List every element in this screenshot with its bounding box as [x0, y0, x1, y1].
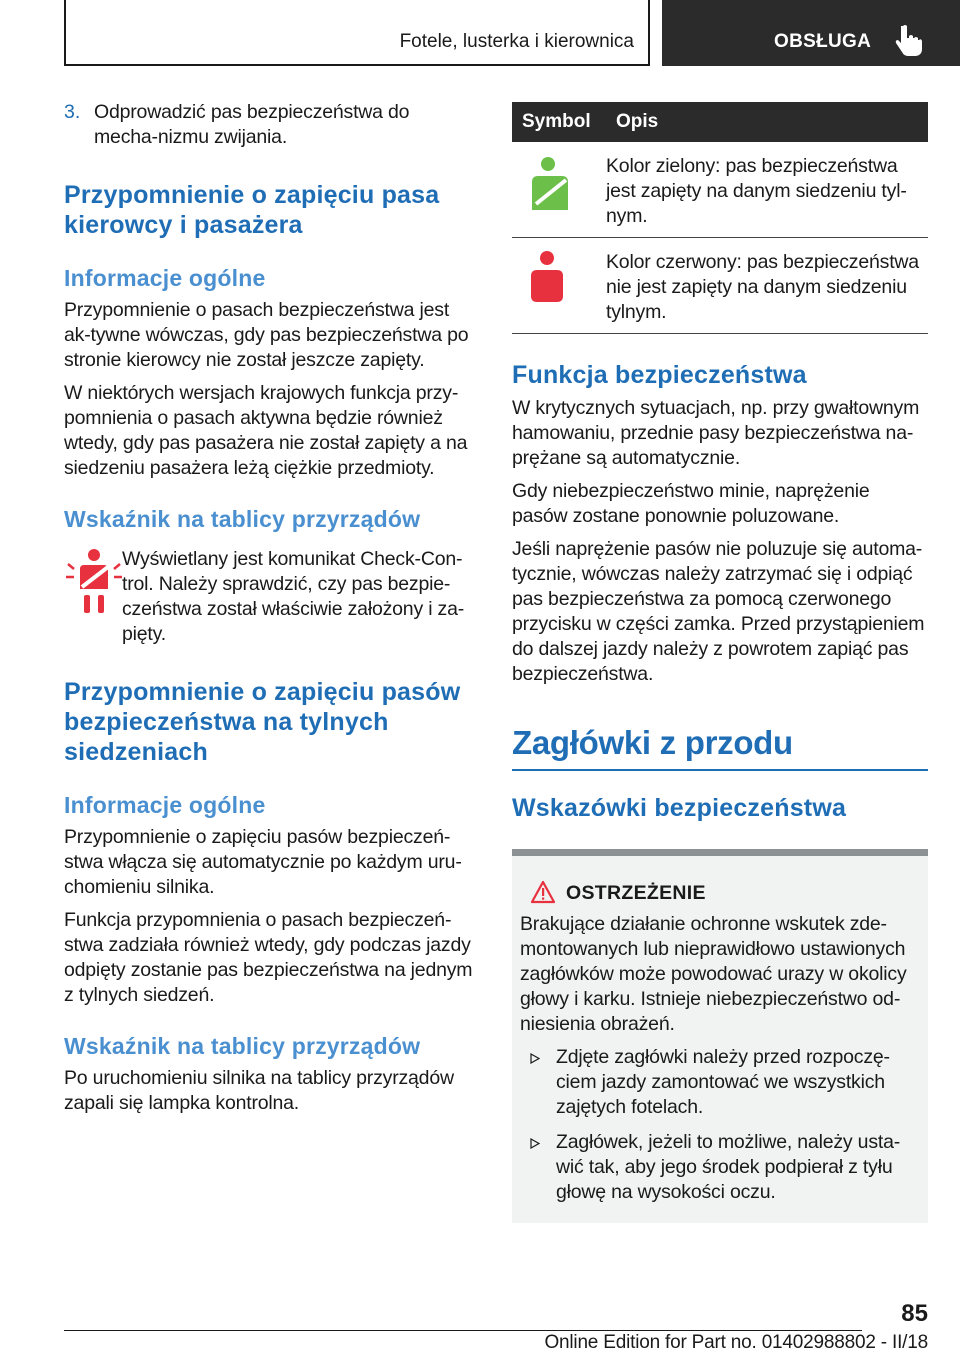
warning-triangle-icon [530, 880, 556, 904]
paragraph: W niektórych wersjach krajowych funkcja przy-pomnienia o pasach aktywna będzie również wtedy, gdy pas pasażera nie został zapięty a na siedzeniu pasażera leżą ciężkie przedmioty. [64, 382, 468, 479]
indicator-text: Wyświetlany jest komunikat Check-Con-trol. Należy sprawdzić, czy pas bezpie-czeństwa został właściwie założony i za-pięty. [122, 548, 465, 645]
table-cell-symbol [512, 238, 606, 334]
header-section-tab [64, 0, 650, 66]
warning-text: Brakujące działanie ochronne wskutek zde-montowanych lub nieprawidłowo ustawionych zagłówków może powodować urazy w okolicy głowy i karku. Istnieje niebezpieczeństwo od-niesienia obrażeń. [520, 913, 907, 1035]
heading-safety-notes: Wskazówki bezpieczeństwa [512, 794, 847, 822]
list-item-text: Zdjęte zagłówki należy przed rozpoczę-ciem jazdy zamontować we wszystkich zajętych fotelach. [556, 1046, 890, 1118]
step-text: Odprowadzić pas bezpieczeństwa do mecha-nizmu zwijania. [94, 101, 410, 148]
paragraph: Przypomnienie o pasach bezpieczeństwa jest ak-tywne wówczas, gdy pas bezpieczeństwa po stronie kierowcy nie został jeszcze zapięty. [64, 299, 469, 371]
step-item [64, 100, 476, 150]
paragraph: Funkcja przypomnienia o pasach bezpieczeń-stwa zadziała również wtedy, gdy podczas jazdy odpięty zostanie pas bezpieczeństwa na jednym z tylnych siedzeń. [64, 909, 473, 1006]
table-header-description: Opis [606, 102, 928, 142]
symbol-table [512, 102, 928, 334]
heading-general-info: Informacje ogólne [64, 265, 266, 291]
heading-front-headrests: Zagłówki z przodu [512, 724, 793, 761]
paragraph: W krytycznych sytuacjach, np. przy gwałtownym hamowaniu, przednie pasy bezpieczeństwa na-prężane są automatycznie. [512, 397, 920, 469]
table-cell-symbol [512, 142, 606, 238]
chapter-heading-block [512, 723, 928, 771]
bullet-triangle-icon [530, 1138, 540, 1149]
list-item [520, 1130, 920, 1205]
table-cell-description: Kolor czerwony: pas bezpieczeństwa nie jest zapięty na danym siedzeniu tylnym. [606, 238, 928, 334]
header-chapter-tab [662, 0, 960, 66]
paragraph: Gdy niebezpieczeństwo minie, naprężenie pasów zostane ponownie poluzowane. [512, 480, 870, 527]
paragraph: Po uruchomieniu silnika na tablicy przyrządów zapali się lampka kontrolna. [64, 1067, 454, 1114]
table-header-symbol: Symbol [512, 102, 606, 142]
footer-divider [64, 1330, 862, 1331]
heading-indicator: Wskaźnik na tablicy przyrządów [64, 506, 421, 532]
step-number: 3. [64, 101, 81, 123]
list-item [520, 1045, 920, 1120]
table-row [512, 238, 928, 334]
bullet-triangle-icon [530, 1053, 540, 1064]
seatbelt-fastened-green-icon [512, 142, 606, 232]
paragraph: Przypomnienie o zapięciu pasów bezpieczeń-stwa włącza się automatycznie po każdym uru-chomieniu silnika. [64, 826, 462, 898]
table-row [512, 142, 928, 238]
table-cell-description: Kolor zielony: pas bezpieczeństwa jest zapięty na danym siedzeniu tyl-nym. [606, 142, 928, 238]
page-number: 85 [901, 1300, 928, 1327]
warning-box [512, 849, 928, 1223]
heading-reminder-driver: Przypomnienie o zapięciu pasa kierowcy i pasażera [64, 181, 440, 239]
heading-safety-function: Funkcja bezpieczeństwa [512, 361, 807, 389]
left-column [64, 100, 476, 1124]
heading-general-info: Informacje ogólne [64, 792, 266, 818]
header-chapter-title: OBSŁUGA [774, 31, 872, 52]
header-section-title: Fotele, lusterka i kierownica [399, 31, 634, 52]
heading-indicator: Wskaźnik na tablicy przyrządów [64, 1033, 421, 1059]
seatbelt-unfastened-red-icon [512, 238, 606, 328]
warning-heading [520, 878, 920, 908]
list-item-text: Zagłówek, jeżeli to możliwe, należy usta-wić tak, aby jego środek podpierał z tyłu głowę na wysokości oczu. [556, 1131, 901, 1203]
paragraph: Jeśli naprężenie pasów nie poluzuje się automa-tycznie, wówczas należy zatrzymać się i odpiąć pas bezpieczeństwa za pomocą czerwonego przycisku w części zamka. Przed przystąpieniem do dalszej jazdy należy z powrotem zapiąć pas bezpieczeństwa. [512, 538, 925, 685]
heading-reminder-rear: Przypomnienie o zapięciu pasów bezpieczeństwa na tylnych siedzeniach [64, 678, 461, 766]
indicator-block [64, 547, 476, 647]
seatbelt-warning-red-icon [64, 547, 122, 625]
warning-title: OSTRZEŻENIE [566, 882, 706, 904]
warning-list [520, 1045, 920, 1205]
right-column [512, 102, 928, 1223]
footer-edition: Online Edition for Part no. 01402988802 - II/18 [544, 1332, 928, 1353]
hand-pointer-icon [894, 24, 924, 56]
